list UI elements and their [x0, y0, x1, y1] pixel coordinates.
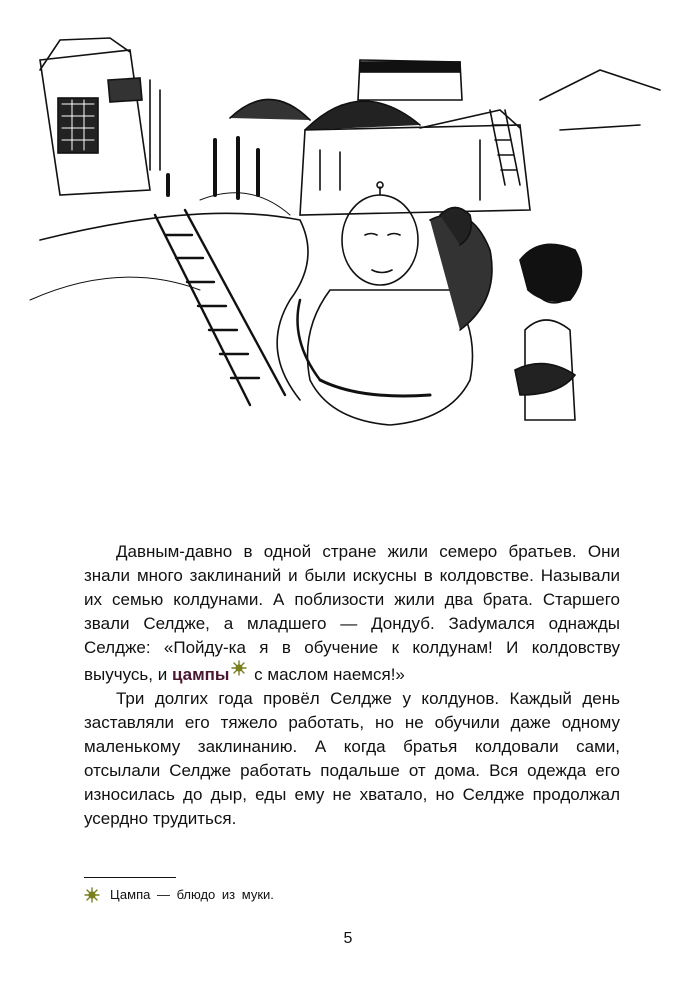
left-house-drawing	[40, 38, 160, 195]
fence-posts-drawing	[168, 138, 258, 198]
story-text	[84, 540, 620, 831]
page-number: 5	[343, 930, 353, 947]
right-house-drawing	[540, 70, 660, 130]
story-paragraph: Три долгих года провёл Селдже у колдунов. Каждый день заставляли его тяжело работать, но не обучили даже одному маленькому заклинанию. А когда братья колдовали сами, отсылали Селдже работать подальше от дома. Вся одежда его износилась до дыр, еды ему не хватало, но Селдже продолжал усердно трудиться.	[84, 689, 620, 828]
paragraph-text-end: с маслом наемся!»	[249, 665, 405, 684]
keyword-tsampa: цампы	[171, 665, 230, 684]
paragraph-text: Давным-давно в одной стране жили семеро братьев. Они знали много заклинаний и были искусны в колдовстве. Называли их семью колдунами. А поблизости жили два брата. Старшего звали Селдже, а младшего — Дондуб. Заdумался однажды Селдже: «Пойду-ка я в обучение к колдунам! И колдовству выучусь, и	[84, 542, 620, 684]
story-paragraph	[84, 540, 620, 687]
ladder-drawing	[155, 210, 285, 405]
sun-burst-icon	[231, 660, 247, 676]
story-illustration	[0, 0, 696, 440]
ground-drawing	[40, 213, 308, 400]
footnote-text: Цампа — блюдо из муки.	[110, 887, 274, 902]
big-man-drawing	[298, 182, 493, 425]
footnote-divider	[84, 877, 176, 878]
boy-drawing	[515, 244, 581, 420]
sun-burst-icon	[84, 887, 100, 903]
footnote	[84, 886, 274, 904]
